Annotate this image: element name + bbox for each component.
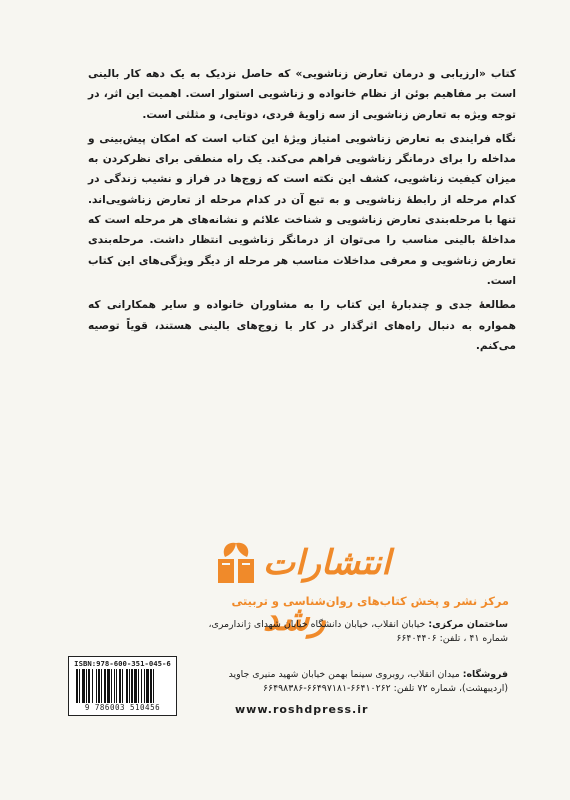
office-address: خیابان انقلاب، خیابان دانشگاه خیابان شهدای ژاندارمری، شماره ۴۱ ، تلفن: ۶۶۴۰۴۴۰۶ — [208, 619, 508, 644]
store-address: میدان انقلاب، روبروی سینما بهمن خیابان شهید منیری جاوید (اردیبهشت)، شماره ۷۲ تلفن: ۶۶۴۱۰۲۶۲-۶۶۴۹۷۱۸۱-۶۶۴۹۸۳۸۶ — [228, 669, 508, 694]
paragraph-1: کتاب «ارزیابی و درمان تعارض زناشویی» که حاصل نزدیک به یک دهه کار بالینی است بر مفاهیم بوئن از نظام خانواده و زناشویی استوار است. اهمیت این اثر، در توجه ویژه به تعارض زناشویی از سه زاویهٔ فردی، دوتایی، و مثلثی است. — [88, 68, 516, 121]
book-leaf-icon — [215, 539, 257, 585]
isbn-barcode-box — [68, 656, 177, 716]
publisher-tagline: مرکز نشر و پخش کتاب‌های روان‌شناسی و تربیتی — [231, 594, 509, 608]
isbn-label: ISBN:978-600-351-045-6 — [74, 659, 171, 668]
store-label: فروشگاه: — [462, 669, 508, 680]
paragraph-3: مطالعهٔ جدی و چندبارهٔ این کتاب را به مشاوران خانواده و سایر همکارانی که همواره به دنبال راه‌های اثرگذار در کار با زوج‌های بالینی هستند، قویاً توصیه می‌کنم. — [88, 299, 516, 352]
paragraph-2: نگاه فرایندی به تعارض زناشویی امتیاز ویژهٔ این کتاب است که امکان پیش‌بینی و مداخله را برای درمانگر زناشویی فراهم می‌کند. یک راه منطقی برای نظرکردن به میزان کیفیت زناشویی، کشف این نکته است که زوج‌ها در فراز و نشیب زندگی در کدام مرحله از رابطهٔ زناشویی و به تبع آن در کدام مرحله از تعارض زناشویی‌اند. تنها با مرحله‌بندی تعارض زناشویی و شناخت علائم و نشانه‌های هر مرحله است که مداخلهٔ بالینی مناسب را می‌توان از درمانگر زناشویی انتظار داشت. مرحله‌بندی تعارض زناشویی و معرفی مداخلات مناسب هر مرحله از دیگر ویژگی‌های این کتاب است. — [88, 132, 516, 287]
website-link[interactable]: www.roshdpress.ir — [235, 703, 369, 716]
barcode-digits: 9 786003 510456 — [84, 703, 161, 712]
office-label: ساختمان مرکزی: — [428, 619, 508, 630]
publisher-logo-text: انتشارات رشد — [263, 543, 391, 639]
office-address-block — [184, 618, 508, 646]
store-address-block — [184, 668, 508, 696]
barcode-icon — [76, 669, 169, 703]
back-cover-body — [88, 64, 516, 356]
